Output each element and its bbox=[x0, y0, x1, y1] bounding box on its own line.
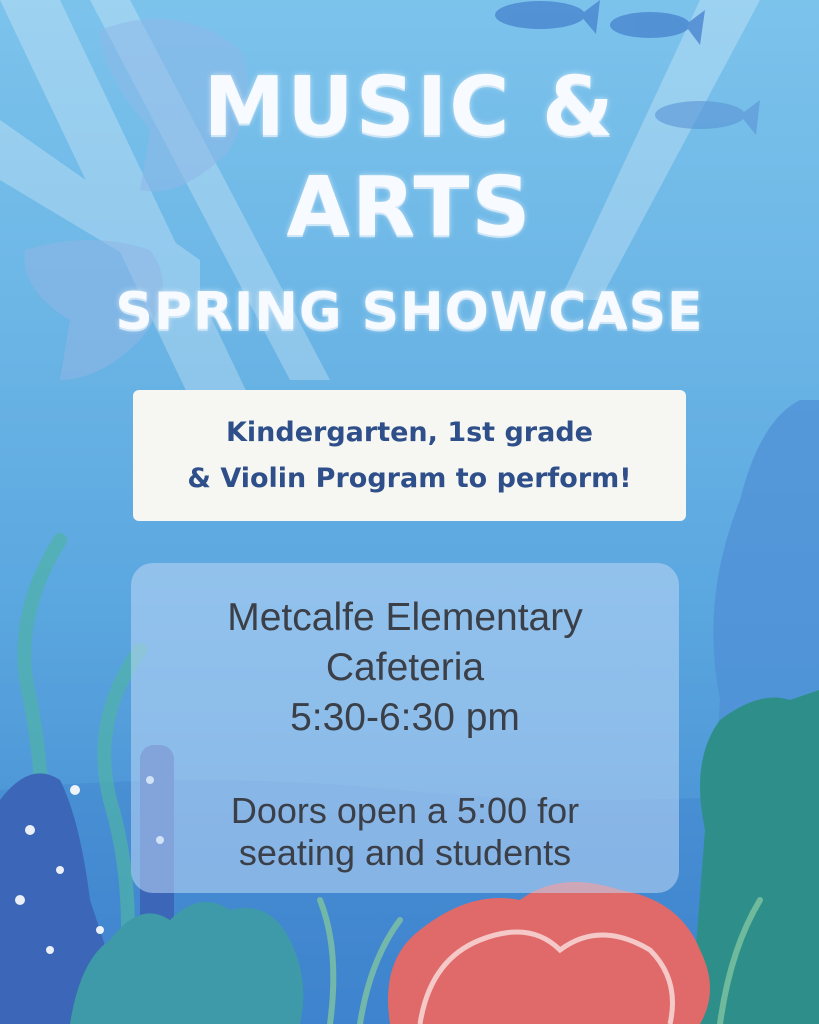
coral-icon bbox=[690, 690, 819, 1024]
fish-icon bbox=[495, 0, 600, 34]
doors-block bbox=[131, 790, 679, 874]
performers-line-2: & Violin Program to perform! bbox=[187, 463, 632, 494]
performers-box bbox=[133, 390, 686, 521]
performers-line-1: Kindergarten, 1st grade bbox=[226, 417, 593, 448]
title-line-2: ARTS bbox=[286, 160, 533, 255]
event-info-box bbox=[131, 563, 679, 893]
doors-line-2: seating and students bbox=[238, 832, 572, 873]
venue-block bbox=[131, 593, 679, 743]
title-line-1: MUSIC & bbox=[203, 60, 616, 155]
venue-line-1: Metcalfe Elementary bbox=[227, 596, 583, 639]
venue-line-2: Cafeteria bbox=[325, 646, 485, 689]
doors-line-1: Doors open a 5:00 for bbox=[230, 790, 580, 831]
subtitle: SPRING SHOWCASE bbox=[115, 282, 704, 342]
event-time: 5:30-6:30 pm bbox=[290, 696, 520, 739]
